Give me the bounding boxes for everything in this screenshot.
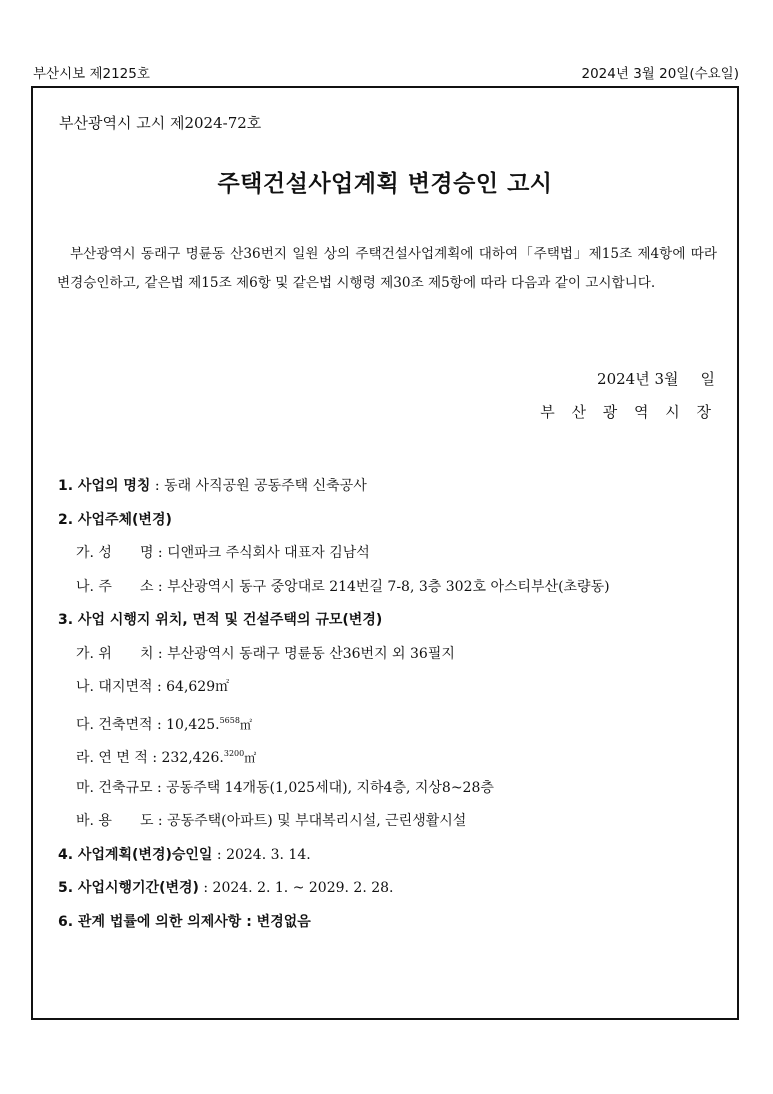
item-building-area: 다. 건축면적 : 10,425.$^{5658}$㎡ <box>76 715 252 733</box>
notice-date-prefix: 2024년 3월 <box>597 370 679 388</box>
item-developer-name: 가. 성 명 : 디앤파크 주식회사 대표자 김남석 <box>76 545 370 561</box>
notice-signer: 부 산 광 역 시 장 <box>540 403 717 421</box>
item-building-use: 바. 용 도 : 공동주택(아파트) 및 부대복리시설, 근린생활시설 <box>76 813 467 829</box>
item-site-scale: 3. 사업 시행지 위치, 면적 및 건설주택의 규모(변경) <box>58 612 383 628</box>
item-developer-address: 나. 주 소 : 부산광역시 동구 중앙대로 214번길 7-8, 3층 302호 아스티부산(초량동) <box>76 578 610 595</box>
item-building-scale: 마. 건축규모 : 공동주택 14개동(1,025세대), 지하4층, 지상8~28층 <box>76 779 494 796</box>
item-deemed-matters: 6. 관계 법률에 의한 의제사항 : 변경없음 <box>58 913 311 930</box>
item-site-location: 가. 위 치 : 부산광역시 동래구 명륜동 산36번지 외 36필지 <box>76 645 455 662</box>
item-developer: 2. 사업주체(변경) <box>58 511 172 528</box>
gazette-date: 2024년 3월 20일(수요일) <box>581 66 739 82</box>
gazette-issue: 부산시보 제2125호 <box>33 66 150 82</box>
notice-date <box>597 368 715 390</box>
notice-items <box>58 471 727 940</box>
item-total-floor-area: 라. 연 면 적 : 232,426.$^{3200}$㎡ <box>76 749 257 766</box>
item-project-period: 5. 사업시행기간(변경) : 2024. 2. 1. ~ 2029. 2. 28. <box>58 880 394 896</box>
item-project-name: 1. 사업의 명칭 : 동래 사직공원 공동주택 신축공사 <box>58 478 367 494</box>
notice-number: 부산광역시 고시 제2024-72호 <box>59 114 262 132</box>
item-site-area: 나. 대지면적 : 64,629㎡ <box>76 679 230 695</box>
notice-box <box>31 86 739 1020</box>
item-approval-date: 4. 사업계획(변경)승인일 : 2024. 3. 14. <box>58 846 311 863</box>
notice-date-suffix: 일 <box>700 370 715 388</box>
notice-body: 부산광역시 동래구 명륜동 산36번지 일원 상의 주택건설사업계획에 대하여「주택법」제15조 제4항에 따라 변경승인하고, 같은법 제15조 제6항 및 같은법 시행령 제30조 제5항에 따라 다음과 같이 고시합니다. <box>57 246 717 291</box>
notice-title: 주택건설사업계획 변경승인 고시 <box>217 171 553 197</box>
